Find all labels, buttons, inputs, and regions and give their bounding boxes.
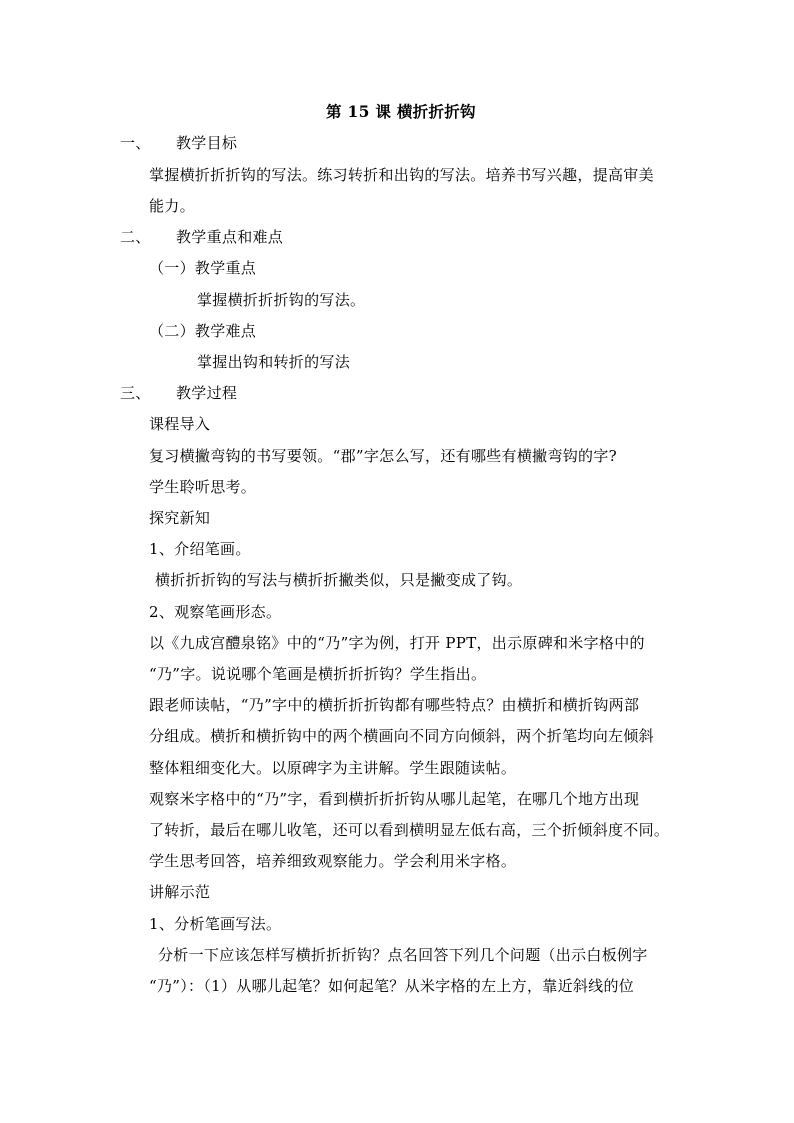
section-heading-2	[120, 227, 283, 247]
paragraph-line: 了转折，最后在哪儿收笔，还可以看到横明显左低右高，三个折倾斜度不同。	[149, 821, 670, 839]
paragraph-line: 掌握出钩和转折的写法	[197, 353, 351, 371]
section-number: 二、	[120, 228, 151, 246]
paragraph-line: 掌握横折折折钩的写法。	[197, 291, 366, 309]
paragraph-line: 学生思考回答，培养细致观察能力。学会利用米字格。	[149, 852, 517, 870]
paragraph-line: 1、分析笔画写法。	[149, 915, 282, 933]
paragraph-line: 探究新知	[149, 509, 211, 527]
section-heading-3	[120, 383, 237, 403]
subsection-heading: （一）教学重点	[149, 259, 257, 277]
paragraph-line: 课程导入	[149, 415, 211, 433]
paragraph-line: 以《九成宫醴泉铭》中的“乃”字为例，打开 PPT，出示原碑和米字格中的	[149, 634, 645, 652]
paragraph-line: 跟老师读帖，“乃”字中的横折折折钩都有哪些特点？由横折和横折钩两部	[149, 696, 640, 714]
paragraph-line: 1、介绍笔画。	[149, 540, 251, 558]
paragraph-line: 整体粗细变化大。以原碑字为主讲解。学生跟随读帖。	[149, 759, 517, 777]
section-heading-1	[120, 133, 237, 153]
paragraph-line: 分析一下应该怎样写横折折折钩？点名回答下列几个问题（出示白板例字	[158, 946, 648, 964]
paragraph-line: 2、观察笔画形态。	[149, 603, 282, 621]
page-title: 第 15 课 横折折折钩	[326, 102, 476, 121]
paragraph-line: “乃”字。说说哪个笔画是横折折折钩？学生指出。	[149, 665, 487, 683]
section-title: 教学过程	[176, 384, 238, 402]
section-title: 教学目标	[176, 134, 238, 152]
paragraph-line: 分组成。横折和横折钩中的两个横画向不同方向倾斜，两个折笔均向左倾斜	[149, 727, 654, 745]
paragraph-line: 观察米字格中的“乃”字，看到横折折折钩从哪儿起笔，在哪几个地方出现	[149, 790, 640, 808]
paragraph-line: “乃”）：（1）从哪儿起笔？如何起笔？从米字格的左上方，靠近斜线的位	[149, 977, 635, 995]
paragraph-line: 讲解示范	[149, 883, 211, 901]
section-number: 一、	[120, 134, 151, 152]
paragraph-line: 掌握横折折折钩的写法。练习转折和出钩的写法。培养书写兴趣，提高审美	[149, 166, 654, 184]
paragraph-line: 能力。	[149, 197, 195, 215]
section-title: 教学重点和难点	[176, 228, 284, 246]
subsection-heading: （二）教学难点	[149, 322, 257, 340]
paragraph-line: 学生聆听思考。	[149, 478, 257, 496]
paragraph-line: 横折折折钩的写法与横折折撇类似，只是撇变成了钩。	[155, 571, 523, 589]
paragraph-line: 复习横撇弯钩的书写要领。“郡”字怎么写，还有哪些有横撇弯钩的字?	[149, 447, 617, 465]
section-number: 三、	[120, 384, 151, 402]
